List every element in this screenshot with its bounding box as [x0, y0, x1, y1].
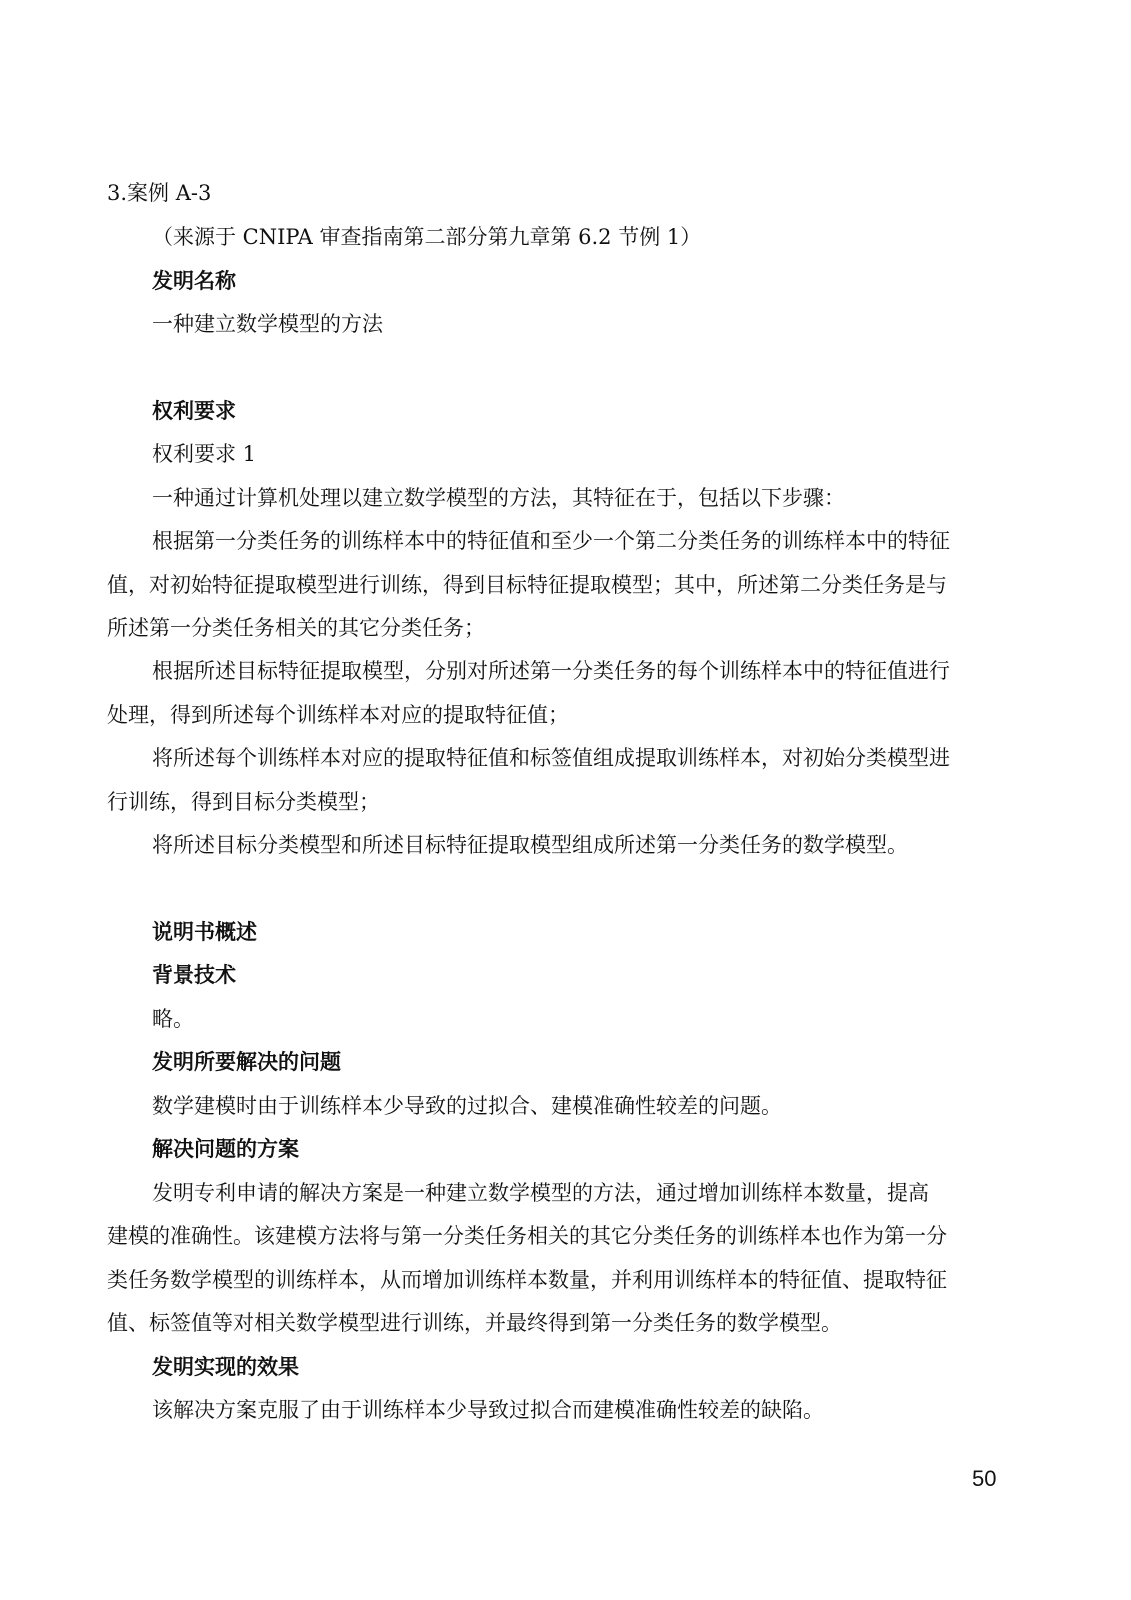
claim-line: 根据第一分类任务的训练样本中的特征值和至少一个第二分类任务的训练样本中的特征: [152, 529, 950, 553]
solution-heading: 解决问题的方案: [152, 1137, 299, 1161]
solution-line: 类任务数学模型的训练样本，从而增加训练样本数量，并利用训练样本的特征值、提取特征: [107, 1268, 947, 1292]
solution-line: 建模的准确性。该建模方法将与第一分类任务相关的其它分类任务的训练样本也作为第一分: [107, 1224, 947, 1248]
effect-text: 该解决方案克服了由于训练样本少导致过拟合而建模准确性较差的缺陷。: [152, 1398, 824, 1422]
solution-line: 值、标签值等对相关数学模型进行训练，并最终得到第一分类任务的数学模型。: [107, 1311, 842, 1335]
claims-heading: 权利要求: [152, 399, 236, 423]
claim-line: 将所述每个训练样本对应的提取特征值和标签值组成提取训练样本，对初始分类模型进: [152, 746, 950, 770]
case-title: 3.案例 A-3: [107, 181, 212, 205]
claim-label: 权利要求 1: [152, 442, 257, 466]
claim-line: 值，对初始特征提取模型进行训练，得到目标特征提取模型；其中，所述第二分类任务是与: [107, 573, 947, 597]
solution-line: 发明专利申请的解决方案是一种建立数学模型的方法，通过增加训练样本数量，提高: [152, 1181, 929, 1205]
claim-line: 行训练，得到目标分类模型；: [107, 790, 380, 814]
problem-heading: 发明所要解决的问题: [152, 1050, 341, 1074]
claim-line: 根据所述目标特征提取模型，分别对所述第一分类任务的每个训练样本中的特征值进行: [152, 659, 950, 683]
claim-line: 所述第一分类任务相关的其它分类任务；: [107, 616, 485, 640]
background-heading: 背景技术: [152, 963, 236, 987]
claim-line: 处理，得到所述每个训练样本对应的提取特征值；: [107, 703, 569, 727]
problem-text: 数学建模时由于训练样本少导致的过拟合、建模准确性较差的问题。: [152, 1094, 782, 1118]
background-text: 略。: [152, 1007, 194, 1031]
effect-heading: 发明实现的效果: [152, 1355, 299, 1379]
claim-line: 一种通过计算机处理以建立数学模型的方法，其特征在于，包括以下步骤：: [152, 486, 845, 510]
invention-name-text: 一种建立数学模型的方法: [152, 312, 383, 336]
page-number: 50: [972, 1466, 997, 1491]
description-heading: 说明书概述: [152, 920, 257, 944]
case-source: （来源于 CNIPA 审查指南第二部分第九章第 6.2 节例 1）: [152, 225, 702, 249]
claim-line: 将所述目标分类模型和所述目标特征提取模型组成所述第一分类任务的数学模型。: [152, 833, 908, 857]
invention-name-heading: 发明名称: [152, 269, 236, 293]
